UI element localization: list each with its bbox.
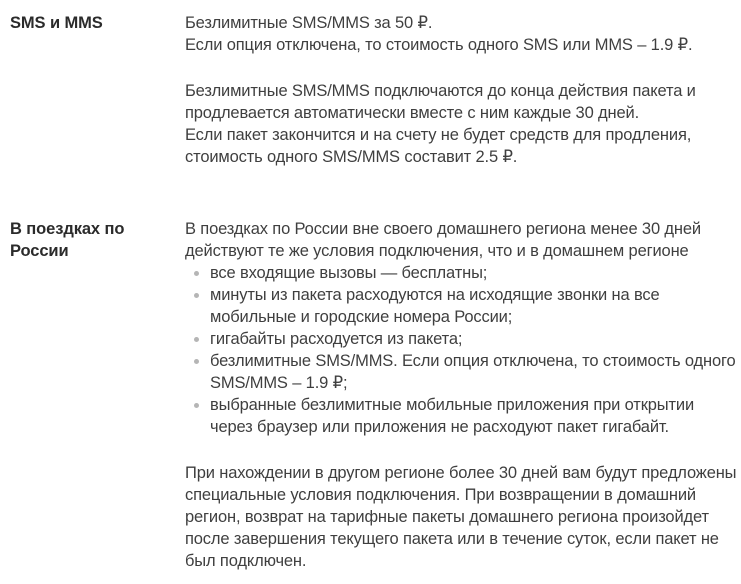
bullet-dot-icon [194, 359, 199, 364]
bullet-list [185, 262, 737, 438]
bullet-text: безлимитные SMS/MMS. Если опция отключена, то стоимость одного SMS/MMS – 1.9 ₽; [210, 352, 736, 392]
bullet-item [185, 350, 737, 394]
paragraph-line: Безлимитные SMS/MMS за 50 ₽. [185, 14, 433, 32]
paragraph-line: Безлимитные SMS/MMS подключаются до конца действия пакета и продлевается автоматически вместе с ним каждые 30 дней. [185, 82, 696, 122]
bullet-text: гигабайты расходуется из пакета; [210, 330, 463, 348]
bullet-item [185, 284, 737, 328]
bullet-text: все входящие вызовы — бесплатны; [210, 264, 488, 282]
bullet-item [185, 394, 737, 438]
paragraph-line: Если пакет закончится и на счету не будет средств для продления, стоимость одного SMS/MMS составит 2.5 ₽. [185, 126, 692, 166]
bullet-text: минуты из пакета расходуются на исходящие звонки на все мобильные и городские номера России; [210, 286, 660, 326]
section-content-sms-mms [185, 12, 737, 168]
paragraph-sms-renewal [185, 80, 737, 168]
section-content-travel-russia [185, 218, 737, 572]
outro-paragraph: При нахождении в другом регионе более 30 дней вам будут предложены специальные условия подключения. При возвращении в домашний регион, возврат на тарифные пакеты домашнего региона произойдет после завершения текущего пакета или в течение суток, если пакет не был подключен. [185, 464, 737, 570]
bullet-dot-icon [194, 403, 199, 408]
paragraph-line: Если опция отключена, то стоимость одного SMS или MMS – 1.9 ₽. [185, 36, 693, 54]
section-row-sms-mms [10, 12, 737, 168]
bullet-item [185, 328, 737, 350]
bullet-text: выбранные безлимитные мобильные приложения при открытии через браузер или приложения не расходуют пакет гигабайт. [210, 396, 695, 436]
bullet-item [185, 262, 737, 284]
section-label-sms-mms: SMS и MMS [10, 14, 103, 32]
bullet-dot-icon [194, 271, 199, 276]
paragraph-sms-price [185, 12, 737, 56]
section-label-travel-russia: В поездках по России [10, 220, 125, 260]
bullet-dot-icon [194, 293, 199, 298]
bullet-dot-icon [194, 337, 199, 342]
intro-paragraph: В поездках по России вне своего домашнего региона менее 30 дней действуют те же условия подключения, что и в домашнем регионе [185, 220, 701, 260]
section-row-travel-russia [10, 218, 737, 572]
